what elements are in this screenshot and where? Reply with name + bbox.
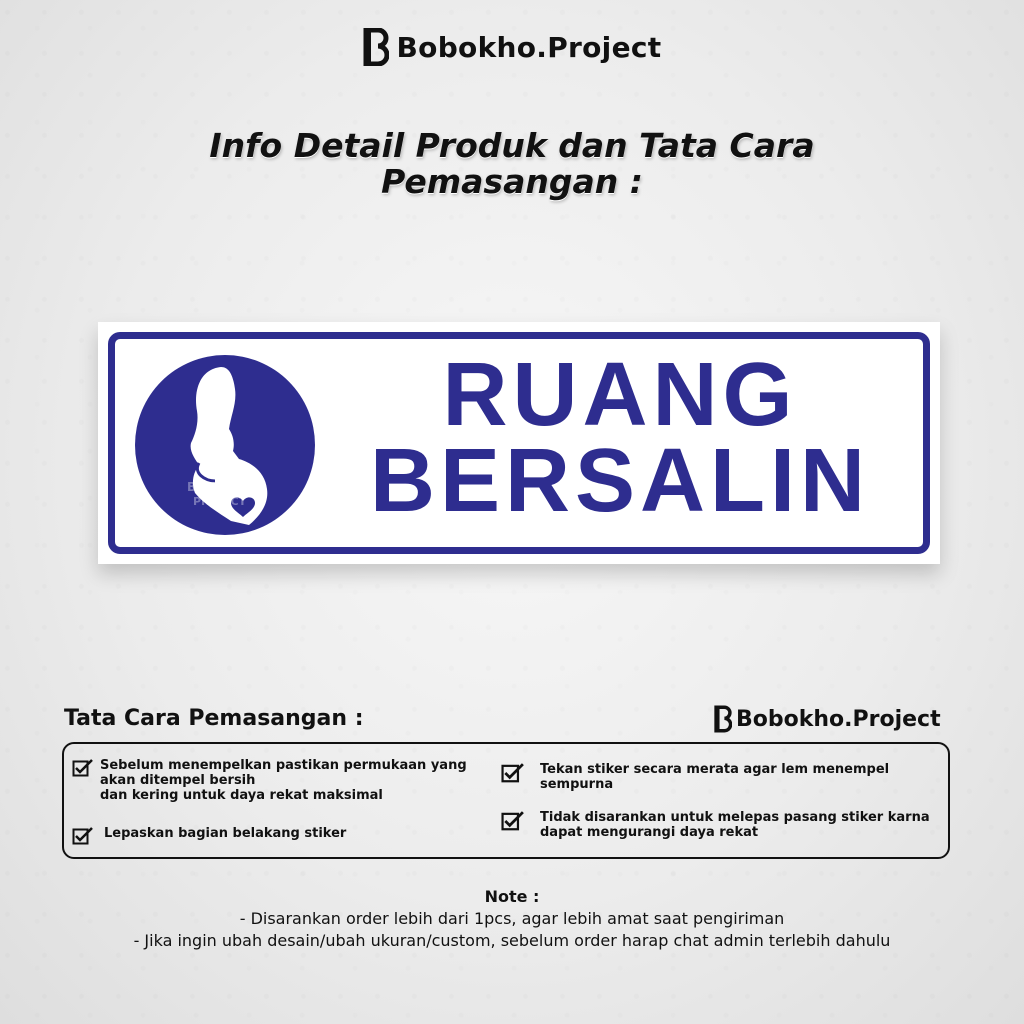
sign-line-2: BERSALIN	[369, 431, 871, 531]
step-3-line-2: sempurna	[540, 777, 614, 792]
instruction-step-1	[72, 758, 467, 803]
instructions-title: Tata Cara Pemasangan :	[64, 706, 364, 731]
note-title: Note :	[484, 887, 540, 906]
step-1-line-1: Sebelum menempelkan pastikan permukaan yang	[100, 758, 467, 773]
sign-watermark-line-2: PROJECT	[193, 495, 247, 508]
checkbox-icon	[500, 762, 526, 784]
page-headline	[0, 128, 1024, 200]
headline-line-1: Info Detail Produk dan Tata Cara	[209, 126, 815, 165]
step-3-line-1: Tekan stiker secara merata agar lem menempel	[540, 762, 890, 777]
instruction-step-3	[500, 762, 889, 792]
instruction-step-2	[72, 826, 346, 846]
pregnant-woman-icon	[135, 355, 315, 535]
brand-name-small: Bobokho.Project	[736, 706, 941, 732]
step-4-line-2: dapat mengurangi daya rekat	[540, 825, 759, 840]
brand-header	[0, 28, 1024, 66]
instructions-box	[62, 742, 950, 859]
step-1-line-2: akan ditempel bersih	[100, 773, 256, 788]
note-line-2: - Jika ingin ubah desain/ubah ukuran/custom, sebelum order harap chat admin terlebih dahulu	[133, 931, 891, 950]
product-sign	[98, 322, 940, 564]
headline-line-2: Pemasangan :	[381, 162, 643, 201]
brand-name: Bobokho.Project	[396, 30, 662, 64]
step-2-line-1: Lepaskan bagian belakang stiker	[104, 826, 347, 841]
sign-watermark-line-1: BOKHO.	[187, 480, 241, 494]
note-section	[0, 886, 1024, 952]
note-line-1: - Disarankan order lebih dari 1pcs, agar lebih amat saat pengiriman	[239, 909, 785, 928]
brand-logo-icon	[714, 705, 732, 733]
brand-small	[714, 705, 941, 733]
instruction-step-4	[500, 810, 930, 840]
checkbox-icon	[500, 810, 526, 832]
checkbox-icon	[72, 758, 94, 778]
step-1-line-3: dan kering untuk daya rekat maksimal	[100, 788, 383, 803]
checkbox-icon	[72, 826, 94, 846]
brand-logo-icon	[363, 28, 389, 66]
sign-text	[330, 345, 910, 531]
sign-line-1: RUANG	[442, 345, 798, 445]
step-4-line-1: Tidak disarankan untuk melepas pasang stiker karna	[540, 810, 930, 825]
